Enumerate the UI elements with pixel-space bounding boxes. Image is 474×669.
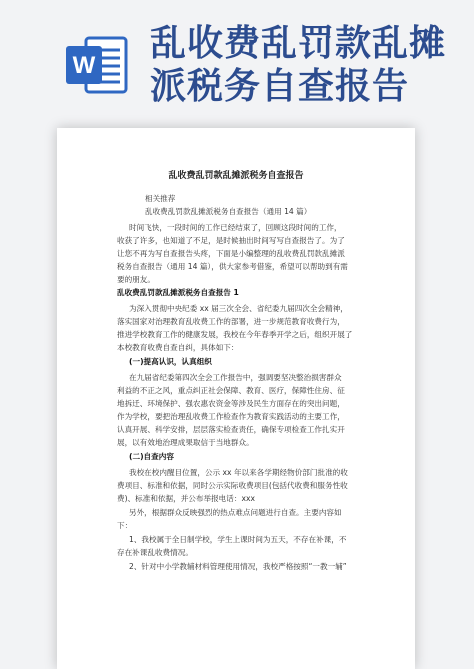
subsection-heading: (一)提高认识，认真组织: [129, 357, 212, 366]
section-heading: 乱收费乱罚款乱摊派税务自查报告 1: [117, 288, 239, 297]
paragraph-line: 认真开展、科学安排，层层落实检查责任，确保专项检查工作扎实开: [117, 425, 345, 434]
related-link[interactable]: 乱收费乱罚款乱摊派税务自查报告（通用 14 篇）: [145, 207, 312, 216]
paragraph-line: 另外，根据群众反映强烈的热点难点问题进行自查。主要内容如: [129, 508, 342, 517]
paragraph-line: 存在补课乱收费情况。: [117, 548, 193, 557]
paragraph-line: 推进学校教育工作的健康发展，我校在今年春季开学之后，组织开展了: [117, 330, 353, 339]
related-label: 相关推荐: [145, 194, 176, 203]
paragraph-line: 落实国家对治理教育乱收费工作的部署，进一步规范教育收费行为，: [117, 317, 345, 326]
paragraph-line: 下：: [117, 521, 133, 530]
paragraph-line: 在九届省纪委第四次全会工作报告中，强调要坚决整治损害群众: [129, 373, 342, 382]
paragraph-line: 我校在校内醒目位置，公示 xx 年以来各学期经物价部门批准的收: [129, 468, 348, 477]
paragraph-line: 要的朋友。: [117, 275, 155, 284]
subsection-heading: (二)自查内容: [129, 452, 174, 461]
paragraph-line: 让您不再为写自查报告头疼，下面是小编整理的乱收费乱罚款乱摊派: [117, 249, 345, 258]
paragraph-line: 为深入贯彻中央纪委 xx 届三次全会、省纪委九届四次全会精神，: [129, 304, 348, 313]
paragraph-line: 1、我校属于全日制学校，学生上课时间为五天，不存在补课，不: [129, 535, 347, 544]
paragraph-line: 本校教育收费自查自纠，具体如下：: [117, 343, 239, 352]
paragraph-line: 2、针对中小学教辅材料管理使用情况，我校严格按照“一教一辅”: [129, 562, 347, 571]
word-document-icon: [64, 32, 130, 98]
paragraph-line: 时间飞快，一段时间的工作已经结束了，回顾这段时间的工作，: [129, 223, 342, 232]
document-heading: 乱收费乱罚款乱摊 派税务自查报告: [150, 23, 447, 107]
paragraph-line: 费)、标准和依据，并公布举报电话：xxx: [117, 494, 255, 503]
paragraph-line: 收获了许多，也知道了不足，是时候抽出时间写写自查报告了。为了: [117, 236, 345, 245]
document-title: 乱收费乱罚款乱摊派税务自查报告: [168, 171, 304, 181]
document-page: [57, 128, 415, 669]
paragraph-line: 利益的不正之风，重点纠正社会保障、教育、医疗，保障性住房、征: [117, 386, 345, 395]
paragraph-line: 税务自查报告（通用 14 篇），供大家参考借鉴，希望可以帮助到有需: [117, 262, 348, 271]
paragraph-line: 作为学校，要把治理乱收费工作检查作为教育实践活动的主要工作，: [117, 412, 345, 421]
paragraph-line: 展，以有效地治理成果取信于当地群众。: [117, 438, 254, 447]
paragraph-line: 地拆迁、环境保护、强农惠农资金等涉及民生方面存在的突出问题，: [117, 399, 345, 408]
header-banner: [0, 0, 474, 120]
paragraph-line: 费项目、标准和依据，同时公示实际收费项目(包括代收费和服务性收: [117, 481, 348, 490]
word-icon-letter: W: [72, 52, 96, 79]
